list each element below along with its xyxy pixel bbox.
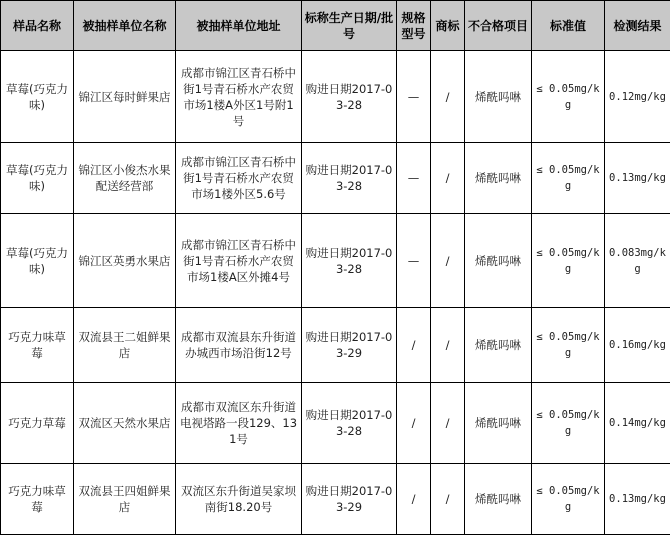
cell-date: 购进日期2017-03-28 <box>302 51 397 143</box>
header-unit-address: 被抽样单位地址 <box>176 1 302 51</box>
cell-unit: 锦江区小俊杰水果配送经营部 <box>74 143 176 214</box>
cell-result: 0.12mg/kg <box>605 51 670 143</box>
cell-standard: ≤ 0.05mg/kg <box>532 464 605 535</box>
cell-sample: 草莓(巧克力味) <box>1 143 74 214</box>
cell-brand: / <box>431 383 465 464</box>
cell-address: 成都市双流县东升街道办城西市场沿街12号 <box>176 308 302 383</box>
cell-brand: / <box>431 308 465 383</box>
cell-unit: 锦江区英勇水果店 <box>74 214 176 308</box>
cell-address: 成都市锦江区青石桥中街1号青石桥水产农贸市场1楼A区外摊4号 <box>176 214 302 308</box>
cell-date: 购进日期2017-03-28 <box>302 214 397 308</box>
cell-item: 烯酰吗啉 <box>465 51 532 143</box>
table-row <box>1 214 670 308</box>
cell-standard: ≤ 0.05mg/kg <box>532 383 605 464</box>
cell-result: 0.13mg/kg <box>605 143 670 214</box>
cell-sample: 草莓(巧克力味) <box>1 214 74 308</box>
cell-item: 烯酰吗啉 <box>465 308 532 383</box>
table-row <box>1 308 670 383</box>
cell-standard: ≤ 0.05mg/kg <box>532 51 605 143</box>
header-unit-name: 被抽样单位名称 <box>74 1 176 51</box>
cell-spec: / <box>397 464 431 535</box>
header-sample-name: 样品名称 <box>1 1 74 51</box>
cell-spec: — <box>397 143 431 214</box>
header-test-result: 检测结果 <box>605 1 670 51</box>
cell-result: 0.13mg/kg <box>605 464 670 535</box>
cell-unit: 双流县王二姐鲜果店 <box>74 308 176 383</box>
header-failed-item: 不合格项目 <box>465 1 532 51</box>
header-production-date: 标称生产日期/批号 <box>302 1 397 51</box>
cell-brand: / <box>431 51 465 143</box>
header-row <box>1 1 670 51</box>
cell-brand: / <box>431 464 465 535</box>
cell-spec: / <box>397 383 431 464</box>
cell-item: 烯酰吗啉 <box>465 214 532 308</box>
cell-date: 购进日期2017-03-28 <box>302 143 397 214</box>
header-standard-value: 标准值 <box>532 1 605 51</box>
header-spec: 规格型号 <box>397 1 431 51</box>
cell-address: 成都市锦江区青石桥中街1号青石桥水产农贸市场1楼A外区1号附1号 <box>176 51 302 143</box>
table-row <box>1 383 670 464</box>
cell-unit: 双流区天然水果店 <box>74 383 176 464</box>
table-row <box>1 464 670 535</box>
cell-unit: 锦江区每时鲜果店 <box>74 51 176 143</box>
cell-date: 购进日期2017-03-28 <box>302 383 397 464</box>
cell-item: 烯酰吗啉 <box>465 143 532 214</box>
cell-spec: / <box>397 308 431 383</box>
cell-sample: 草莓(巧克力味) <box>1 51 74 143</box>
cell-standard: ≤ 0.05mg/kg <box>532 214 605 308</box>
cell-date: 购进日期2017-03-29 <box>302 308 397 383</box>
cell-address: 成都市双流区东升街道电视塔路一段129、131号 <box>176 383 302 464</box>
cell-item: 烯酰吗啉 <box>465 464 532 535</box>
cell-spec: — <box>397 214 431 308</box>
cell-brand: / <box>431 214 465 308</box>
cell-unit: 双流县王四姐鲜果店 <box>74 464 176 535</box>
table-row <box>1 51 670 143</box>
cell-result: 0.083mg/kg <box>605 214 670 308</box>
cell-address: 成都市锦江区青石桥中街1号青石桥水产农贸市场1楼外区5.6号 <box>176 143 302 214</box>
cell-brand: / <box>431 143 465 214</box>
cell-date: 购进日期2017-03-29 <box>302 464 397 535</box>
table-row <box>1 143 670 214</box>
cell-address: 双流区东升街道吴家坝南街18.20号 <box>176 464 302 535</box>
cell-standard: ≤ 0.05mg/kg <box>532 143 605 214</box>
cell-result: 0.16mg/kg <box>605 308 670 383</box>
cell-item: 烯酰吗啉 <box>465 383 532 464</box>
cell-sample: 巧克力味草莓 <box>1 308 74 383</box>
cell-result: 0.14mg/kg <box>605 383 670 464</box>
cell-standard: ≤ 0.05mg/kg <box>532 308 605 383</box>
cell-sample: 巧克力味草莓 <box>1 464 74 535</box>
header-brand: 商标 <box>431 1 465 51</box>
cell-sample: 巧克力草莓 <box>1 383 74 464</box>
cell-spec: — <box>397 51 431 143</box>
